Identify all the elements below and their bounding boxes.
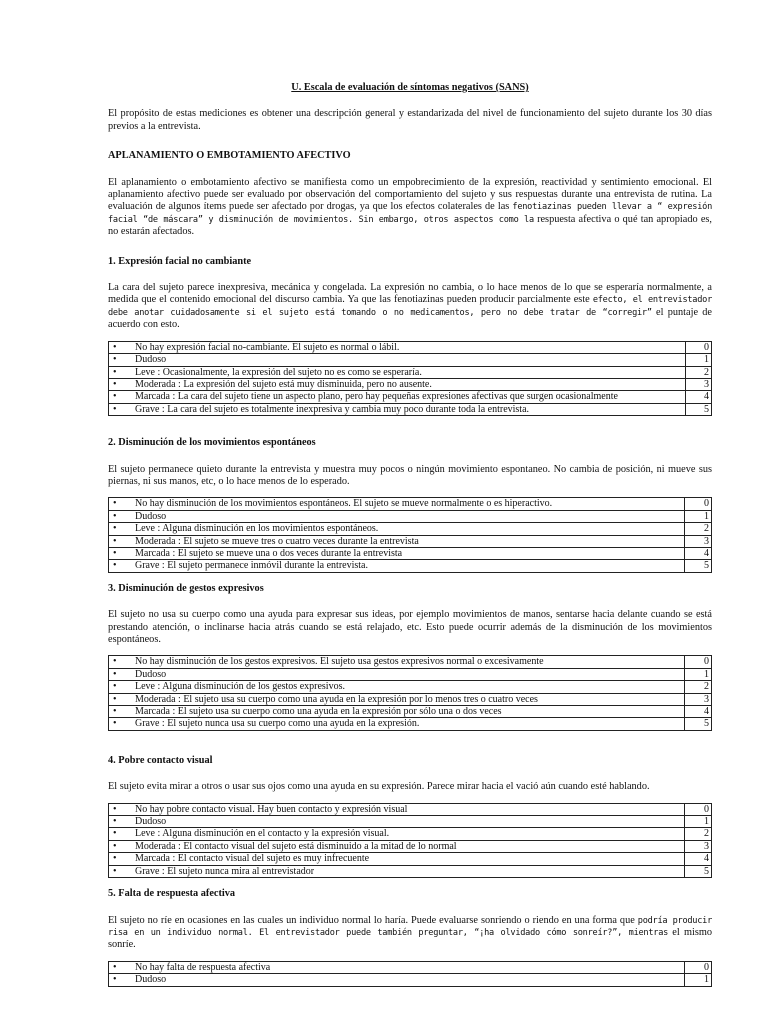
scale-label: No hay pobre contacto visual. Hay buen contacto y expresión visual (135, 803, 408, 815)
scale-row (109, 354, 712, 366)
bullet-icon: • (113, 706, 117, 718)
bullet-icon: • (113, 693, 117, 705)
scale-row (109, 547, 712, 559)
scale-row (109, 706, 712, 718)
scale-score: 3 (685, 535, 712, 547)
scale-score: 0 (685, 803, 712, 815)
item-3-description: El sujeto no usa su cuerpo como una ayuda para expresar sus ideas, por ejemplo movimientos de manos, sentarse hacia delante cuando se está prestando atención, o inclinarse hacia atrás cuando se está relajado, etc. Esto puede ocurrir además de la disminución de los movimientos espontáneos. (108, 609, 712, 645)
scale-score: 3 (685, 378, 711, 390)
item-3-heading: 3. Disminución de gestos expresivos (108, 582, 264, 594)
scale-label: Leve : Alguna disminución en el contacto y la expresión visual. (135, 828, 390, 840)
scale-row (109, 498, 712, 510)
item-2-description: El sujeto permanece quieto durante la entrevista y muestra muy pocos o ningún movimiento espontaneo. No cambia de posición, ni mueve sus piernas, ni sus manos, etc, o lo hace menos de lo esperado. (108, 463, 712, 487)
bullet-icon: • (113, 403, 117, 415)
item-4-scale-table (108, 803, 712, 878)
scale-row (109, 816, 712, 828)
item-2-heading: 2. Disminución de los movimientos espontáneos (108, 437, 316, 449)
scale-row (109, 974, 712, 986)
bullet-icon: • (113, 366, 117, 378)
scale-row (109, 840, 712, 852)
scale-label: Leve : Alguna disminución en los movimientos espontáneos. (135, 523, 379, 535)
bullet-icon: • (113, 803, 117, 815)
scale-score: 0 (685, 961, 712, 973)
scale-score: 2 (685, 523, 712, 535)
scale-label: Moderada : El sujeto se mueve tres o cuatro veces durante la entrevista (135, 535, 419, 547)
item-1-description (108, 282, 712, 332)
bullet-icon: • (113, 828, 117, 840)
scale-row (109, 865, 712, 877)
scale-label: Leve : Ocasionalmente, la expresión del sujeto no es como se esperaría. (135, 366, 422, 378)
scale-score: 2 (685, 366, 711, 378)
item-5-text-c: el mismo sonríe. (108, 926, 713, 951)
scale-label: Dudoso (135, 510, 167, 522)
bullet-icon: • (113, 341, 117, 353)
scale-row (109, 681, 712, 693)
intro-paragraph: El propósito de estas mediciones es obtener una descripción general y estandarizada del nivel de funcionamiento del sujeto durante los 30 días previos a la entrevista. (108, 108, 712, 132)
scale-row (109, 828, 712, 840)
item-1-text-b: efecto, el entrevistador debe anotar cuidadosamente si el sujeto está tomando o no medicamentos, pero no debe tratar de “corregir” (108, 295, 712, 318)
bullet-icon: • (113, 840, 117, 852)
section-paragraph (108, 177, 712, 239)
item-4-description: El sujeto evita mirar a otros o usar sus ojos como una ayuda en su expresión. Parece mirar hacia el vació aún cuando esté hablando. (108, 781, 650, 793)
scale-score: 1 (685, 974, 712, 986)
scale-row (109, 523, 712, 535)
scale-label: Leve : Alguna disminución de los gestos expresivos. (135, 681, 345, 693)
bullet-icon: • (113, 523, 117, 535)
scale-label: Marcada : El sujeto usa su cuerpo como una ayuda en la expresión por sólo una o dos veces (135, 706, 502, 718)
scale-row (109, 535, 712, 547)
bullet-icon: • (113, 498, 117, 510)
scale-row (109, 693, 712, 705)
scale-score: 1 (685, 668, 712, 680)
item-1-heading: 1. Expresión facial no cambiante (108, 255, 252, 267)
scale-label: Moderada : La expresión del sujeto está muy disminuida, pero no ausente. (135, 378, 432, 390)
scale-row (109, 510, 712, 522)
scale-score: 5 (685, 560, 712, 572)
bullet-icon: • (113, 718, 117, 730)
scale-label: Dudoso (135, 816, 167, 828)
scale-label: Marcada : El contacto visual del sujeto es muy infrecuente (135, 853, 370, 865)
scale-label: Dudoso (135, 668, 167, 680)
scale-score: 5 (685, 718, 712, 730)
scale-row (109, 668, 712, 680)
bullet-icon: • (113, 656, 117, 668)
section-text-c: respuesta afectiva o qué tan apropiado es, no estarán afectados. (108, 213, 712, 238)
scale-row (109, 403, 712, 415)
scale-row (109, 341, 712, 353)
scale-score: 1 (685, 510, 712, 522)
scale-label: No hay falta de respuesta afectiva (135, 961, 271, 973)
scale-label: Moderada : El sujeto usa su cuerpo como una ayuda en la expresión por lo menos tres o cuatro veces (135, 693, 538, 705)
scale-row (109, 656, 712, 668)
bullet-icon: • (113, 681, 117, 693)
scale-score: 1 (685, 354, 711, 366)
scale-row (109, 853, 712, 865)
scale-score: 4 (685, 853, 712, 865)
scale-label: Dudoso (135, 354, 167, 366)
section-text-a: El aplanamiento o embotamiento afectivo se manifiesta como un empobrecimiento de la expresión, reactividad y sentimiento emocional. El aplanamiento afectivo puede ser evaluado por observación del comportamiento del sujeto y sus respuestas durante una entrevista de rutina. La evaluación de algunos ítems puede ser afectado por drogas, ya que los efectos colaterales de las (108, 176, 712, 213)
scale-row (109, 391, 712, 403)
scale-score: 4 (685, 391, 711, 403)
scale-label: No hay disminución de los movimientos espontáneos. El sujeto se mueve normalmente o es hiperactivo. (135, 498, 553, 510)
bullet-icon: • (113, 510, 117, 522)
scale-row (109, 366, 712, 378)
item-5-scale-table (108, 961, 712, 987)
item-1-text-a: La cara del sujeto parece inexpresiva, mecánica y congelada. La expresión no cambia, o lo hace menos de lo que se esperaría normalmente, a medida que el contenido emocional del discurso cambia. Ya que las fenotiazinas pueden producir parcialmente este (108, 282, 712, 306)
scale-label: Grave : El sujeto nunca usa su cuerpo como una ayuda en la expresión. (135, 718, 420, 730)
bullet-icon: • (113, 816, 117, 828)
bullet-icon: • (113, 668, 117, 680)
scale-label: No hay expresión facial no-cambiante. El sujeto es normal o lábil. (135, 341, 400, 353)
scale-label: Dudoso (135, 974, 167, 986)
bullet-icon: • (113, 535, 117, 547)
bullet-icon: • (113, 853, 117, 865)
scale-score: 0 (685, 498, 712, 510)
scale-label: Grave : El sujeto nunca mira al entrevistador (135, 865, 315, 877)
scale-score: 2 (685, 828, 712, 840)
bullet-icon: • (113, 378, 117, 390)
scale-row (109, 961, 712, 973)
item-2-scale-table (108, 497, 712, 572)
scale-score: 0 (685, 656, 712, 668)
item-5-description (108, 915, 712, 952)
bullet-icon: • (113, 974, 117, 986)
section-text-b: fenotiazinas pueden llevar a “ expresión facial “de máscara” y disminución de movimientos. Sin embargo, otros aspectos como la (108, 202, 712, 225)
section-heading: APLANAMIENTO O EMBOTAMIENTO AFECTIVO (108, 150, 351, 162)
scale-score: 4 (685, 706, 712, 718)
scale-row (109, 378, 712, 390)
scale-score: 2 (685, 681, 712, 693)
scale-label: Marcada : La cara del sujeto tiene un aspecto plano, pero hay pequeñas expresiones afectivas que surgen ocasionalmente (135, 391, 618, 403)
scale-label: Moderada : El contacto visual del sujeto está disminuido a la mitad de lo normal (135, 840, 457, 852)
scale-row (109, 718, 712, 730)
bullet-icon: • (113, 391, 117, 403)
document-page (108, 82, 712, 987)
bullet-icon: • (113, 354, 117, 366)
scale-label: No hay disminución de los gestos expresivos. El sujeto usa gestos expresivos normal o excesivamente (135, 656, 544, 668)
item-4-heading: 4. Pobre contacto visual (108, 754, 213, 766)
item-1-text-c: el puntaje de acuerdo con esto. (108, 306, 712, 331)
scale-score: 4 (685, 547, 712, 559)
item-1-scale-table (108, 341, 712, 416)
scale-score: 0 (685, 341, 711, 353)
scale-score: 5 (685, 865, 712, 877)
scale-score: 1 (685, 816, 712, 828)
scale-label: Grave : La cara del sujeto es totalmente inexpresiva y cambia muy poco durante toda la entrevista. (135, 403, 530, 415)
scale-label: Grave : El sujeto permanece inmóvil durante la entrevista. (135, 560, 368, 572)
bullet-icon: • (113, 961, 117, 973)
scale-score: 3 (685, 693, 712, 705)
scale-row (109, 803, 712, 815)
document-title: U. Escala de evaluación de síntomas negativos (SANS) (291, 82, 529, 93)
bullet-icon: • (113, 865, 117, 877)
scale-label: Marcada : El sujeto se mueve una o dos veces durante la entrevista (135, 547, 403, 559)
item-5-heading: 5. Falta de respuesta afectiva (108, 888, 236, 900)
scale-score: 5 (685, 403, 711, 415)
item-5-text-b: podría producir risa en un individuo normal. El entrevistador puede también preguntar, “¡ha olvidado cómo sonreír?”, mientras (108, 915, 713, 938)
scale-row (109, 560, 712, 572)
scale-score: 3 (685, 840, 712, 852)
item-3-scale-table (108, 655, 712, 730)
bullet-icon: • (113, 560, 117, 572)
item-5-text-a: El sujeto no ríe en ocasiones en las cuales un individuo normal lo haría. Puede evaluarse sonriendo o riendo en una forma que (108, 914, 635, 926)
bullet-icon: • (113, 547, 117, 559)
